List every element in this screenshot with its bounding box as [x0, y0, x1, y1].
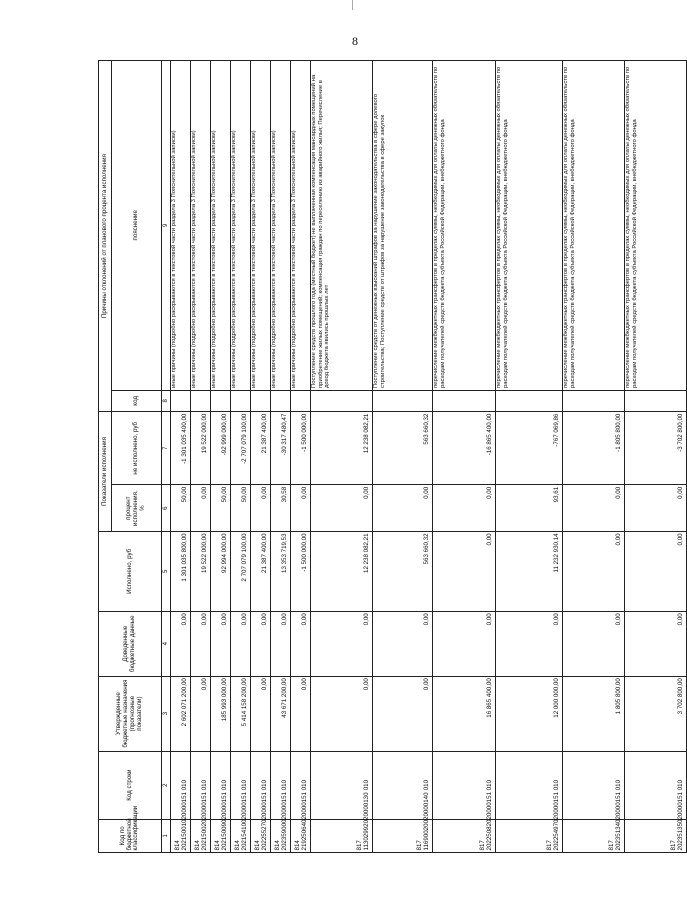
- kbk-cell: 814 20215002020000151: [191, 819, 211, 852]
- pct-cell: 0,00: [625, 485, 687, 532]
- col-number: 3: [162, 676, 171, 751]
- unexecuted-cell: 12 238 082,21: [311, 412, 373, 485]
- reason-code-cell: [231, 390, 251, 412]
- explanation-cell: перечисление межбюджетных трансфертов в пределах суммы, необходимых для оплаты денежных обязательств по расходам получателей средств бюджета субъекта Российской Федерации, внебюджетного фонда: [563, 61, 625, 391]
- explanation-cell: Поступление средств прошлого года (местный бюджет) не выплаченная компенсация мансардных помещений на приобретение жилых помещений; компенсация граждан по переселению из аварийного жилья; Перечисление в доход бюджета явились прошлых лет: [311, 61, 373, 391]
- reason-code-cell: [496, 390, 563, 412]
- pct-cell: 50,00: [171, 485, 191, 532]
- executed-cell: 0,00: [563, 531, 625, 611]
- kbk-cell: 817 11302992020000130: [311, 819, 373, 852]
- approved-cell: 1 805 800,00: [563, 676, 625, 751]
- table-row: [625, 61, 687, 853]
- approved-cell: 0,00: [191, 676, 211, 751]
- table-row: [496, 61, 563, 853]
- col-number: 4: [162, 611, 171, 676]
- reason-code-cell: [211, 390, 231, 412]
- reason-code-cell: [311, 390, 373, 412]
- explanation-cell: перечисление межбюджетных трансфертов в пределах суммы, необходимых для оплаты денежных обязательств по расходам получателей средств бюджета субъекта Российской Федерации, внебюджетного фонда: [433, 61, 496, 391]
- kbk-cell: 814 20235900020000151: [271, 819, 291, 852]
- pct-cell: 0,00: [433, 485, 496, 532]
- allocated-cell: 0,00: [191, 611, 211, 676]
- approved-cell: 2 602 071 200,00: [171, 676, 191, 751]
- scan-mark: [352, 0, 353, 10]
- unexecuted-cell: -30 317 480,47: [271, 412, 291, 485]
- executed-cell: 92 994 000,00: [211, 531, 231, 611]
- unexecuted-cell: 19 522 000,00: [191, 412, 211, 485]
- executed-cell: 11 232 930,14: [496, 531, 563, 611]
- approved-cell: 12 000 000,00: [496, 676, 563, 751]
- table-row: [171, 61, 191, 853]
- kbk-cell: 817 20225497020000151: [496, 819, 563, 852]
- pct-cell: 0,00: [291, 485, 311, 532]
- kbk-cell: 814 20215001020000151: [171, 819, 191, 852]
- line-code-cell: 010: [311, 751, 373, 819]
- table-body: [171, 61, 687, 853]
- col-number: 8: [162, 390, 171, 412]
- executed-cell: 1 301 035 800,00: [171, 531, 191, 611]
- rotated-table-container: [98, 60, 685, 853]
- kbk-cell: 817 11690020020000140: [373, 819, 433, 852]
- explanation-cell: иные причины (подробно раскрываются в текстовой части раздела 3 Пояснительной записки): [291, 61, 311, 391]
- explanation-cell: перечисление межбюджетных трансфертов в пределах суммы, необходимых для оплаты денежных обязательств по расходам получателей средств бюджета субъекта Российской Федерации, внебюджетного фонда: [496, 61, 563, 391]
- col-number: 7: [162, 412, 171, 485]
- executed-cell: -1 500 000,00: [291, 531, 311, 611]
- kbk-cell: 814 20215009020000151: [211, 819, 231, 852]
- table-row: [373, 61, 433, 853]
- col-number: 6: [162, 485, 171, 532]
- line-code-cell: 010: [231, 751, 251, 819]
- executed-cell: 0,00: [433, 531, 496, 611]
- header-row-1: [99, 61, 112, 853]
- line-code-cell: 010: [291, 751, 311, 819]
- header-unexecuted: не исполнено, руб: [112, 412, 162, 485]
- allocated-cell: 0,00: [291, 611, 311, 676]
- unexecuted-cell: -767 069,86: [496, 412, 563, 485]
- col-number: 5: [162, 531, 171, 611]
- line-code-cell: 010: [563, 751, 625, 819]
- table-row: [291, 61, 311, 853]
- unexecuted-cell: -1 500 000,00: [291, 412, 311, 485]
- allocated-cell: 0,00: [563, 611, 625, 676]
- allocated-cell: 0,00: [271, 611, 291, 676]
- line-code-cell: 010: [271, 751, 291, 819]
- page-number: 8: [352, 34, 358, 48]
- reason-code-cell: [191, 390, 211, 412]
- approved-cell: 0,00: [251, 676, 271, 751]
- explanation-cell: перечисление межбюджетных трансфертов в пределах суммы, необходимых для оплаты денежных обязательств по расходам получателей средств бюджета субъекта Российской Федерации, внебюджетного фонда: [625, 61, 687, 391]
- pct-cell: 30,58: [271, 485, 291, 532]
- allocated-cell: 0,00: [311, 611, 373, 676]
- executed-cell: 21 387 400,00: [251, 531, 271, 611]
- allocated-cell: 0,00: [625, 611, 687, 676]
- allocated-cell: 0,00: [231, 611, 251, 676]
- executed-cell: 19 522 000,00: [191, 531, 211, 611]
- col-number: 1: [162, 819, 171, 852]
- pct-cell: 0,00: [251, 485, 271, 532]
- header-reason-code: код: [112, 390, 162, 412]
- executed-cell: 563 660,32: [373, 531, 433, 611]
- line-code-cell: 010: [251, 751, 271, 819]
- table-row: [211, 61, 231, 853]
- kbk-cell: 817 20235134020000151: [563, 819, 625, 852]
- table-row: [563, 61, 625, 853]
- approved-cell: 0,00: [373, 676, 433, 751]
- approved-cell: 3 702 800,00: [625, 676, 687, 751]
- table-row: [191, 61, 211, 853]
- explanation-cell: иные причины (подробно раскрываются в текстовой части раздела 3 Пояснительной записки): [191, 61, 211, 391]
- header-allocated: Доведенные бюджетные данные: [99, 611, 162, 676]
- pct-cell: 0,00: [373, 485, 433, 532]
- header-explanation: пояснение: [112, 61, 162, 391]
- explanation-cell: иные причины (подробно раскрываются в текстовой части раздела 3 Пояснительной записки): [231, 61, 251, 391]
- table-row: [311, 61, 373, 853]
- line-code-cell: 010: [625, 751, 687, 819]
- allocated-cell: 0,00: [433, 611, 496, 676]
- kbk-cell: 814 20215410020000151: [231, 819, 251, 852]
- allocated-cell: 0,00: [496, 611, 563, 676]
- unexecuted-cell: -16 865 400,00: [433, 412, 496, 485]
- execution-table: [98, 60, 687, 853]
- header-indicators: Показатели исполнения: [99, 412, 112, 532]
- pct-cell: 93,61: [496, 485, 563, 532]
- reason-code-cell: [433, 390, 496, 412]
- table-row: [231, 61, 251, 853]
- unexecuted-cell: 563 660,32: [373, 412, 433, 485]
- unexecuted-cell: -2 707 079 100,00: [231, 412, 251, 485]
- explanation-cell: иные причины (подробно раскрываются в текстовой части раздела 3 Пояснительной записки): [251, 61, 271, 391]
- line-code-cell: 010: [191, 751, 211, 819]
- header-pct: процент исполнения, %: [112, 485, 162, 532]
- reason-code-cell: [251, 390, 271, 412]
- kbk-cell: 814 21925064020000151: [291, 819, 311, 852]
- table-row: [271, 61, 291, 853]
- line-code-cell: 010: [496, 751, 563, 819]
- approved-cell: 5 414 158 200,00: [231, 676, 251, 751]
- kbk-cell: 817 20235135020000151: [625, 819, 687, 852]
- reason-code-cell: [271, 390, 291, 412]
- table-row: [251, 61, 271, 853]
- explanation-cell: иные причины (подробно раскрываются в текстовой части раздела 3 Пояснительной записки): [171, 61, 191, 391]
- header-approved: Утвержденные бюджетные назначения (прогнозные показатели): [99, 676, 162, 751]
- pct-cell: 0,00: [311, 485, 373, 532]
- header-reasons: Причины отклонений от планового процента исполнения: [99, 61, 112, 412]
- line-code-cell: 010: [373, 751, 433, 819]
- pct-cell: 0,00: [563, 485, 625, 532]
- unexecuted-cell: -92 999 000,00: [211, 412, 231, 485]
- executed-cell: 12 238 082,21: [311, 531, 373, 611]
- col-number: 2: [162, 751, 171, 819]
- unexecuted-cell: 21 387 400,00: [251, 412, 271, 485]
- explanation-cell: иные причины (подробно раскрываются в текстовой части раздела 3 Пояснительной записки): [271, 61, 291, 391]
- table-row: [433, 61, 496, 853]
- reason-code-cell: [171, 390, 191, 412]
- pct-cell: 50,00: [231, 485, 251, 532]
- explanation-cell: иные причины (подробно раскрываются в текстовой части раздела 3 Пояснительной записки): [211, 61, 231, 391]
- line-code-cell: 010: [171, 751, 191, 819]
- allocated-cell: 0,00: [251, 611, 271, 676]
- unexecuted-cell: -1 301 035 400,00: [171, 412, 191, 485]
- approved-cell: 0,00: [291, 676, 311, 751]
- allocated-cell: 0,00: [171, 611, 191, 676]
- unexecuted-cell: -1 805 800,00: [563, 412, 625, 485]
- header-executed: Исполнено, руб: [99, 531, 162, 611]
- allocated-cell: 0,00: [211, 611, 231, 676]
- header-line-code: Код строки: [99, 751, 162, 819]
- executed-cell: 2 707 079 100,00: [231, 531, 251, 611]
- pct-cell: 0,00: [191, 485, 211, 532]
- approved-cell: 185 993 000,00: [211, 676, 231, 751]
- line-code-cell: 010: [211, 751, 231, 819]
- reason-code-cell: [373, 390, 433, 412]
- kbk-cell: 817 20225082020000151: [433, 819, 496, 852]
- approved-cell: 43 671 200,00: [271, 676, 291, 751]
- kbk-cell: 814 20225527020000151: [251, 819, 271, 852]
- column-number-row: [162, 61, 171, 853]
- approved-cell: 16 865 400,00: [433, 676, 496, 751]
- col-number: 9: [162, 61, 171, 391]
- executed-cell: 13 353 719,53: [271, 531, 291, 611]
- unexecuted-cell: -3 702 800,00: [625, 412, 687, 485]
- line-code-cell: 010: [433, 751, 496, 819]
- approved-cell: 0,00: [311, 676, 373, 751]
- allocated-cell: 0,00: [373, 611, 433, 676]
- header-kbk: Код по бюджетной классификации: [99, 819, 162, 852]
- explanation-cell: Поступление средств от денежных взысканий штрафов за нарушение законодательства в сфере долевого строительства; Поступление средств от штрафов за нарушение законодательства в сфере закупок: [373, 61, 433, 391]
- executed-cell: 0,00: [625, 531, 687, 611]
- reason-code-cell: [291, 390, 311, 412]
- reason-code-cell: [563, 390, 625, 412]
- reason-code-cell: [625, 390, 687, 412]
- pct-cell: 50,00: [211, 485, 231, 532]
